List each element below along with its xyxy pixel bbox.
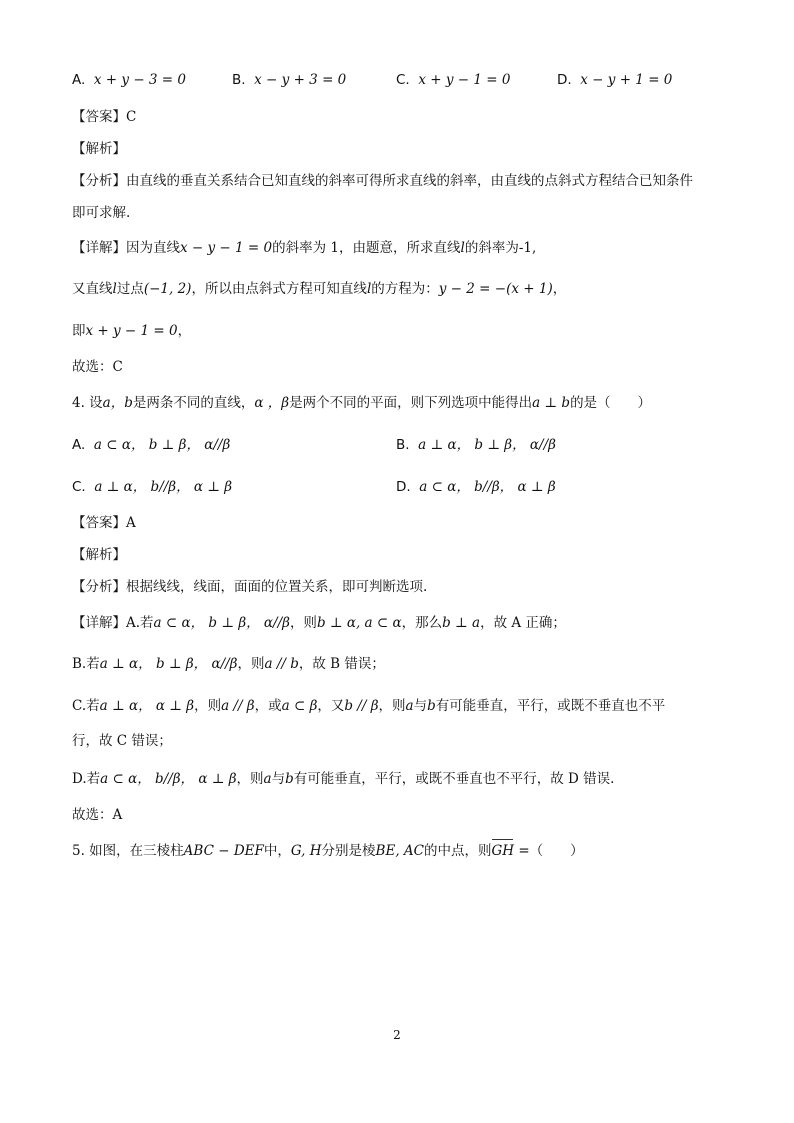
q3-detail-line2: 又直线l过点(−1, 2)，所以由点斜式方程可知直线l的方程为：y − 2 = −(x + 1)， [72, 281, 567, 297]
q3-detail-line1: 【详解】因为直线x − y − 1 = 0的斜率为 1，由题意，所求直线l的斜率为-1, [72, 240, 537, 256]
q3-option-a: A. x + y − 3 = 0 [72, 72, 186, 88]
q5-stem: 5. 如图，在三棱柱ABC − DEF中，G, H分别是棱BE, AC的中点，则GH =（ ） [72, 843, 584, 859]
q4-answer: 【答案】A [72, 515, 136, 531]
q4-analysis-heading: 【解析】 [72, 547, 126, 563]
q4-option-a: A. a ⊂ α， b ⊥ β， α//β [72, 437, 231, 453]
q3-fenxi-line2: 即可求解. [72, 205, 131, 221]
q3-fenxi-line1: 【分析】由直线的垂直关系结合已知直线的斜率可得所求直线的斜率，由直线的点斜式方程结合已知条件 [72, 173, 693, 189]
q3-detail-line3: 即x + y − 1 = 0， [72, 323, 192, 339]
page-number: 2 [393, 1028, 401, 1042]
q4-option-b: B. a ⊥ α， b ⊥ β， α//β [396, 437, 556, 453]
vector-gh: GH [491, 843, 515, 859]
q3-analysis-heading: 【解析】 [72, 141, 126, 157]
q4-detail-d: D.若a ⊂ α， b//β， α ⊥ β，则a与b有可能垂直，平行，或既不垂直也不平行，故 D 错误. [72, 771, 615, 787]
q3-answer: 【答案】C [72, 109, 137, 125]
q3-option-c: C. x + y − 1 = 0 [396, 72, 511, 88]
q3-option-d: D. x − y + 1 = 0 [557, 72, 673, 88]
q3-choose: 故选：C [72, 359, 123, 375]
q4-option-d: D. a ⊂ α， b//β， α ⊥ β [396, 479, 556, 495]
q3-option-b: B. x − y + 3 = 0 [232, 72, 347, 88]
q4-detail-a: 【详解】A.若a ⊂ α， b ⊥ β， α//β，则b ⊥ α, a ⊂ α，那么b ⊥ a，故 A 正确； [72, 615, 566, 631]
q4-stem: 4. 设a，b是两条不同的直线，α ，β是两个不同的平面，则下列选项中能得出a ⊥ b的是（ ） [72, 395, 652, 411]
q4-detail-c: C.若a ⊥ α， α ⊥ β，则a // β，或a ⊂ β，又b // β，则a与b有可能垂直，平行，或既不垂直也不平 [72, 698, 666, 714]
q4-option-c: C. a ⊥ α， b//β， α ⊥ β [72, 479, 233, 495]
q4-detail-b: B.若a ⊥ α， b ⊥ β， α//β，则a // b，故 B 错误； [72, 656, 385, 672]
q4-choose: 故选：A [72, 807, 123, 823]
q4-detail-c-line2: 行，故 C 错误； [72, 733, 172, 749]
q4-fenxi: 【分析】根据线线，线面，面面的位置关系，即可判断选项. [72, 579, 428, 595]
